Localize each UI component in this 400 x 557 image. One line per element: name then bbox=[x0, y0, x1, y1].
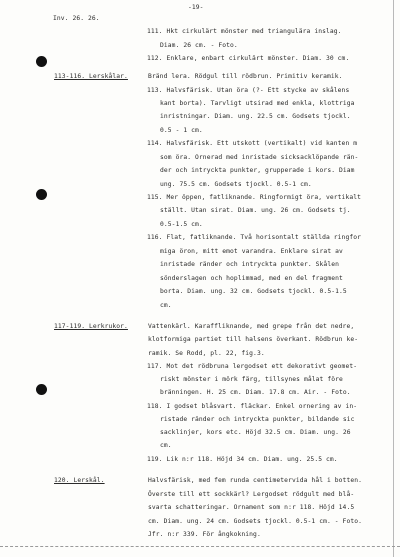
entry-line: inristningar. Diam. ung. 22.5 cm. Godsets tjockl. bbox=[160, 113, 351, 120]
entry-line: der och intryckta punkter, grupperade i kors. Diam bbox=[160, 167, 355, 174]
entry-line: cm. bbox=[160, 302, 172, 309]
entry-119: 119. Lik n:r 118. Höjd 34 cm. Diam. ung. 25.5 cm. bbox=[147, 456, 338, 463]
section-heading-lerskal: 120. Lerskål. bbox=[54, 477, 105, 484]
entry-line: borta. Diam. ung. 32 cm. Godsets tjockl. 0.5-1.5 bbox=[160, 288, 347, 295]
entry-118: 118. I godset blåsvart. fläckar. Enkel ornering av in- bbox=[147, 403, 358, 410]
entry-112: 112. Enklare, enbart cirkulärt mönster. Diam. 30 cm. bbox=[147, 55, 350, 62]
entry-line: sönderslagen och hoplimmad, med en del fragment bbox=[160, 275, 343, 282]
entry-114: 114. Halvsfärisk. Ett utskott (vertikalt) vid kanten m bbox=[147, 140, 358, 147]
section-intro: Vattenkärl. Karaffliknande, med grepe från det nedre, bbox=[148, 323, 355, 330]
entry-line: cm. Diam. ung. 24 cm. Godsets tjockl. 0.5-1 cm. - Foto. bbox=[148, 518, 363, 525]
entry-line: cm. bbox=[160, 442, 172, 449]
entry-line: 0.5-1.5 cm. bbox=[160, 221, 203, 228]
entry-111: 111. Hkt cirkulärt mönster med triangulära inslag. bbox=[147, 28, 342, 35]
entry-line: Diam. 26 cm. - Foto. bbox=[160, 42, 238, 49]
entry-line: ställt. Utan sirat. Diam. ung. 26 cm. Godsets tj. bbox=[160, 207, 351, 214]
entry-line: miga öron, mitt emot varandra. Enklare sirat av bbox=[160, 248, 343, 255]
bottom-edge bbox=[0, 546, 400, 549]
binder-hole bbox=[36, 189, 47, 200]
entry-line: sacklinjer, kors etc. Höjd 32.5 cm. Diam. ung. 26 bbox=[160, 429, 351, 436]
entry-line: svarta schatteringar. Ornament som n:r 118. Höjd 14.5 bbox=[148, 504, 355, 511]
entry-line: Överste till ett sockkärl? Lergodset rödgult med blå- bbox=[148, 491, 355, 498]
entry-line: som öra. Ornerad med inristade sicksacklöpande rän- bbox=[160, 154, 359, 161]
entry-line: 0.5 - 1 cm. bbox=[160, 127, 203, 134]
binder-hole bbox=[36, 56, 47, 67]
entry-line: bränningen. H. 25 cm. Diam. 17.8 cm. Air. - Foto. bbox=[160, 389, 351, 396]
entry-115: 115. Mer öppen, fatliknande. Ringformigt öra, vertikalt bbox=[147, 194, 362, 201]
section-heading-lerkrukor: 117-119. Lerkrukor. bbox=[54, 323, 128, 330]
entry-line: ung. 75.5 cm. Godsets tjockl. 0.5-1 cm. bbox=[160, 181, 312, 188]
entry-120: Halvsfärisk, med fem runda centimetervida hål i botten. bbox=[148, 477, 363, 484]
binder-hole bbox=[36, 384, 47, 395]
entry-line: inristade ränder och intryckta punkter. Skålen bbox=[160, 261, 339, 268]
section-intro: Bränd lera. Rödgul till rödbrun. Primitiv keramik. bbox=[148, 73, 343, 80]
entry-line: kant borta). Tarvligt utsirad med enkla, klottriga bbox=[160, 100, 355, 107]
entry-116: 116. Flat, fatliknande. Två horisontalt ställda ringfor bbox=[147, 234, 362, 241]
entry-113: 113. Halvsfärisk. Utan öra (?- Ett stycke av skålens bbox=[147, 87, 350, 94]
section-intro-line: klotformiga partiet till halsens överkant. Rödbrun ke- bbox=[148, 336, 359, 343]
entry-line: ristade ränder och intryckta punkter, bildande sic bbox=[160, 416, 355, 423]
entry-line: Jfr. n:r 339. För ångkokning. bbox=[148, 531, 261, 538]
page-edge bbox=[393, 0, 394, 557]
inventory-number: Inv. 26. 26. bbox=[53, 15, 100, 22]
entry-117: 117. Mot det rödbruna lergodset ett dekorativt geomet- bbox=[147, 363, 358, 370]
entry-line: riskt mönster i mörk färg, tillsynes målat före bbox=[160, 376, 343, 383]
section-heading-lerskalar: 113-116. Lerskålar. bbox=[54, 73, 128, 80]
section-intro-line: ramik. Se Rodd, pl. 22, fig.3. bbox=[148, 350, 265, 357]
page-number: -19- bbox=[188, 4, 204, 11]
